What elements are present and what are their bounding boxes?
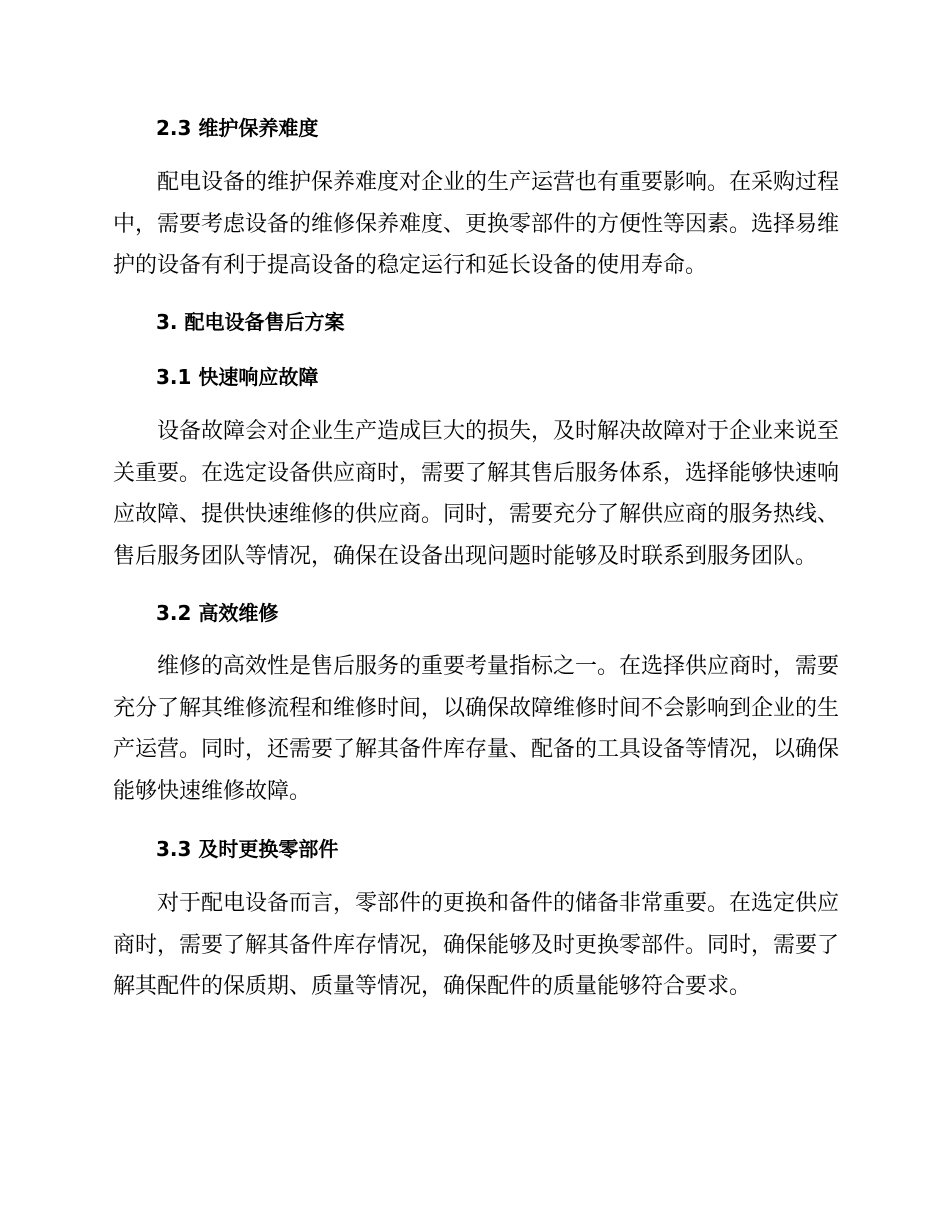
- paragraph-line: 能够快速维修故障。: [113, 778, 312, 804]
- paragraph-3-3: [113, 883, 840, 1008]
- section-heading-2-3: 2.3 维护保养难度: [156, 116, 319, 140]
- paragraph-line: 中，需要考虑设备的维修保养难度、更换零部件的方便性等因素。选择易维: [113, 211, 840, 237]
- paragraph-line: 维修的高效性是售后服务的重要考量指标之一。在选择供应商时，需要: [157, 654, 840, 679]
- paragraph-line: 配电设备的维护保养难度对企业的生产运营也有重要影响。在采购过程: [157, 170, 840, 195]
- paragraph-line: 充分了解其维修流程和维修时间，以确保故障维修时间不会影响到企业的生: [113, 695, 840, 721]
- section-heading-3-2: 3.2 高效维修: [156, 601, 279, 625]
- section-heading-3-1: 3.1 快速响应故障: [156, 365, 319, 389]
- section-heading-3: 3. 配电设备售后方案: [156, 310, 345, 334]
- paragraph-line: 设备故障会对企业生产造成巨大的损失，及时解决故障对于企业来说至: [157, 419, 840, 444]
- paragraph-line: 产运营。同时，还需要了解其备件库存量、配备的工具设备等情况，以确保: [113, 737, 840, 762]
- paragraph-line: 商时，需要了解其备件库存情况，确保能够及时更换零部件。同时，需要了: [113, 932, 840, 958]
- paragraph-line: 护的设备有利于提高设备的稳定运行和延长设备的使用寿命。: [113, 253, 708, 278]
- paragraph-2-3: [113, 162, 840, 287]
- paragraph-line: 对于配电设备而言，零部件的更换和备件的储备非常重要。在选定供应: [157, 891, 840, 916]
- paragraph-line: 解其配件的保质期、质量等情况，确保配件的质量能够符合要求。: [113, 974, 752, 999]
- paragraph-3-2: [113, 646, 840, 812]
- paragraph-line: 关重要。在选定设备供应商时，需要了解其售后服务体系，选择能够快速响: [113, 460, 840, 486]
- paragraph-3-1: [113, 411, 840, 577]
- paragraph-line: 售后服务团队等情况，确保在设备出现问题时能够及时联系到服务团队。: [113, 543, 818, 569]
- paragraph-line: 应故障、提供快速维修的供应商。同时，需要充分了解供应商的服务热线、: [113, 502, 840, 527]
- section-heading-3-3: 3.3 及时更换零部件: [156, 837, 339, 861]
